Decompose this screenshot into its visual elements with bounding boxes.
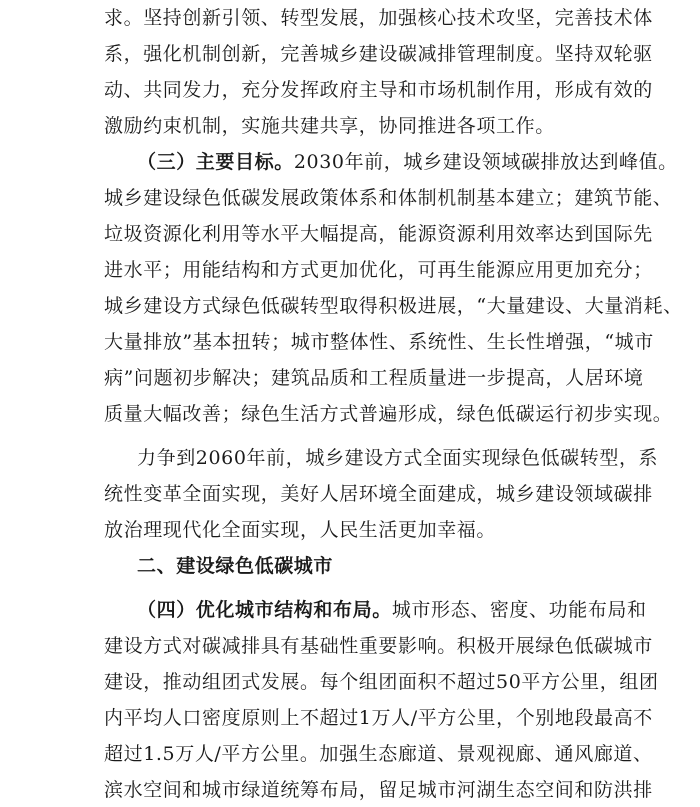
text-line: 内平均人口密度原则上不超过1万人/平方公里，个别地段最高不 (104, 707, 653, 729)
text-line: 城乡建设方式绿色低碳转型取得积极进展，“大量建设、大量消耗、 (104, 295, 683, 317)
text-line: 病”问题初步解决；建筑品质和工程质量进一步提高，人居环境 (104, 367, 644, 389)
section-heading: 二、建设绿色低碳城市 (137, 555, 334, 577)
text-line: 放治理现代化全面实现，人民生活更加幸福。 (104, 519, 497, 541)
text-line: （三）主要目标。2030年前，城乡建设领域碳排放达到峰值。 (137, 151, 678, 173)
text-line: 大量排放”基本扭转；城市整体性、系统性、生长性增强，“城市 (104, 331, 654, 353)
text-line: 垃圾资源化利用等水平大幅提高，能源资源利用效率达到国际先 (104, 223, 653, 245)
paragraph-heading: （四）优化城市结构和布局。 (137, 599, 392, 621)
text-line: 动、共同发力，充分发挥政府主导和市场机制作用，形成有效的 (104, 79, 653, 101)
paragraph-heading: （三）主要目标。 (137, 151, 294, 173)
text-line: 进水平；用能结构和方式更加优化，可再生能源应用更加充分； (104, 259, 653, 281)
text-line: 超过1.5万人/平方公里。加强生态廊道、景观视廊、通风廊道、 (104, 743, 653, 765)
text-line: 力争到2060年前，城乡建设方式全面实现绿色低碳转型，系 (137, 447, 659, 469)
text-line: 建设，推动组团式发展。每个组团面积不超过50平方公里，组团 (104, 671, 659, 693)
text-line: 质量大幅改善；绿色生活方式普遍形成，绿色低碳运行初步实现。 (104, 403, 673, 425)
text-line: 统性变革全面实现，美好人居环境全面建成，城乡建设领域碳排 (104, 483, 653, 505)
text-line: 城乡建设绿色低碳发展政策体系和体制机制基本建立；建筑节能、 (104, 187, 673, 209)
text-line: 建设方式对碳减排具有基础性重要影响。积极开展绿色低碳城市 (104, 635, 653, 657)
text-line: 系，强化机制创新，完善城乡建设碳减排管理制度。坚持双轮驱 (104, 43, 653, 65)
text-line: 激励约束机制，实施共建共享，协同推进各项工作。 (104, 115, 555, 137)
text-line: （四）优化城市结构和布局。城市形态、密度、功能布局和 (137, 599, 647, 621)
text-line: 滨水空间和城市绿道统筹布局，留足城市河湖生态空间和防洪排 (104, 779, 653, 801)
text-line: 求。坚持创新引领、转型发展，加强核心技术攻坚，完善技术体 (104, 7, 653, 29)
